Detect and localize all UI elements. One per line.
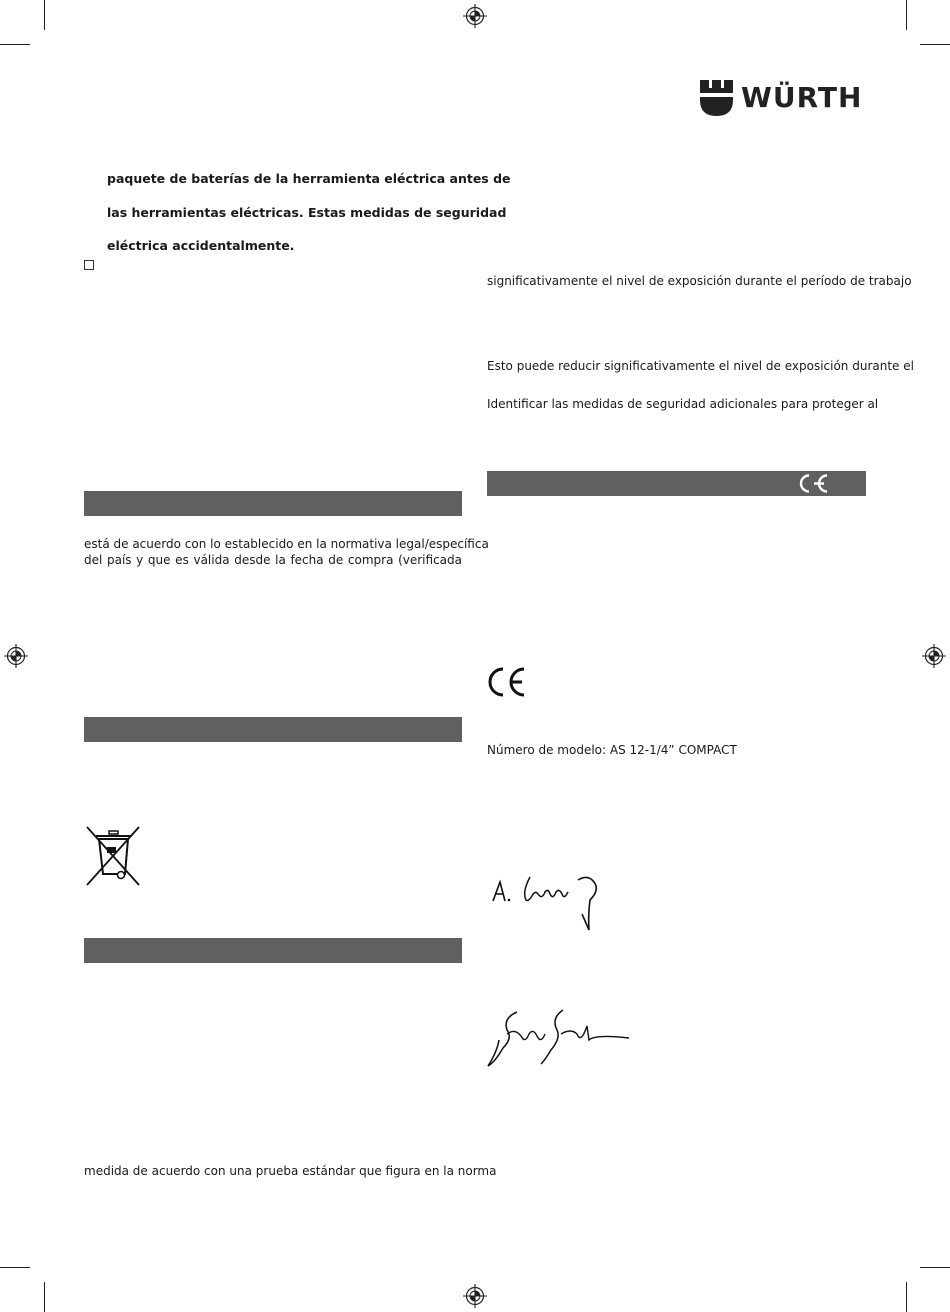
brand-logo-mark-icon xyxy=(700,80,733,116)
brand-name: WÜRTH xyxy=(741,81,863,114)
exposure-text-line: significativamente el nivel de exposición durante el período de trabajo xyxy=(487,274,912,288)
warning-text-line: eléctrica accidentalmente. xyxy=(107,238,295,253)
checkbox-icon xyxy=(84,260,94,270)
exposure-text-line: Esto puede reducir significativamente el nivel de exposición durante el xyxy=(487,359,914,373)
crop-mark xyxy=(920,44,950,45)
model-number: Número de modelo: AS 12-1/4” COMPACT xyxy=(487,743,737,757)
registration-mark-icon xyxy=(463,4,487,28)
registration-mark-icon xyxy=(4,644,28,668)
ce-mark-icon xyxy=(487,666,527,698)
crop-mark xyxy=(0,1267,30,1268)
registration-mark-icon xyxy=(463,1284,487,1308)
section-header-bar xyxy=(84,938,462,963)
registration-mark-icon xyxy=(922,644,946,668)
crop-mark xyxy=(906,0,907,30)
section-header-bar xyxy=(84,491,462,516)
brand-logo xyxy=(700,80,866,116)
ce-mark-icon xyxy=(795,472,831,495)
standard-text-line: medida de acuerdo con una prueba estándar que figura en la norma xyxy=(84,1164,497,1178)
section-header-bar xyxy=(84,717,462,742)
warning-text-line: las herramientas eléctricas. Estas medidas de seguridad xyxy=(107,205,507,220)
crop-mark xyxy=(44,0,45,30)
crop-mark xyxy=(920,1267,950,1268)
crop-mark xyxy=(44,1282,45,1312)
crop-mark xyxy=(906,1282,907,1312)
signature-image xyxy=(485,1004,635,1070)
crop-mark xyxy=(0,44,30,45)
safety-text-line: Identificar las medidas de seguridad adicionales para proteger al xyxy=(487,397,879,411)
signature-image xyxy=(490,872,610,936)
warranty-text-line: del país y que es válida desde la fecha de compra (verificada xyxy=(84,553,462,567)
warning-text-line: paquete de baterías de la herramienta eléctrica antes de xyxy=(107,171,511,186)
crossed-out-wheelie-bin-icon xyxy=(85,825,141,887)
warranty-text-line: está de acuerdo con lo establecido en la normativa legal/específica xyxy=(84,537,489,551)
